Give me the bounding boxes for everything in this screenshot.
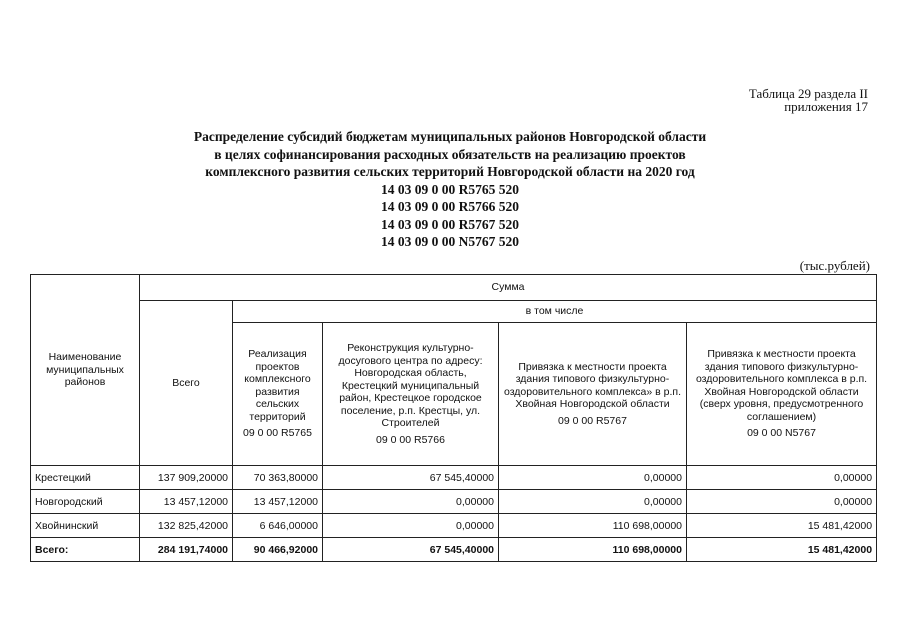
cell-r5765: 6 646,00000 [233,514,323,538]
budget-code-3: 14 03 09 0 00 R5767 520 [381,216,519,232]
document-heading [150,128,750,251]
cell-n5767: 15 481,42000 [687,514,877,538]
table-reference [749,87,868,113]
cell-n5767: 0,00000 [687,466,877,490]
cell-r5765: 13 457,12000 [233,490,323,514]
subcolumn-code: 09 0 00 R5765 [243,427,312,440]
table-row [31,466,877,490]
column-header-name: Наименование муниципальных районов [31,275,140,466]
column-header-total: Всего [140,301,233,466]
district-name: Хвойнинский [31,514,140,538]
subcolumn-title: Реализация проектов комплексного развития сельских территорий [244,348,311,423]
district-name: Крестецкий [31,466,140,490]
total-cell-r5767: 110 698,00000 [499,538,687,562]
cell-total: 137 909,20000 [140,466,233,490]
cell-r5765: 70 363,80000 [233,466,323,490]
table-row [31,514,877,538]
total-cell-total: 284 191,74000 [140,538,233,562]
budget-code-4: 14 03 09 0 00 N5767 520 [381,234,519,249]
heading-line1: Распределение субсидий бюджетам муниципальных районов Новгородской области [193,129,707,144]
cell-r5766: 0,00000 [323,490,499,514]
column-header-sum: Сумма [140,275,877,301]
header-row-1 [31,275,877,301]
cell-r5767: 0,00000 [499,466,687,490]
heading-line3: комплексного развития сельских территорий Новгородской области на 2020 год [205,164,695,179]
subcolumn-code: 09 0 00 R5767 [558,414,627,427]
total-cell-n5767: 15 481,42000 [687,538,877,562]
subcolumn-title: Привязка к местности проекта здания типового физкультурно-оздоровительного комплекса» в р.п. Хвойная Новгородской области [503,360,681,411]
header-row-2 [31,301,877,323]
subcolumn-title: Привязка к местности проекта здания типового физкультурно-оздоровительного комплекса в р.п. Хвойная Новгородской области (сверх уровня, предусмотренного соглашением) [695,348,868,423]
cell-r5767: 0,00000 [499,490,687,514]
column-header-including: в том числе [233,301,877,323]
budget-code-1: 14 03 09 0 00 R5765 520 [381,181,519,197]
subsidy-table [30,274,877,562]
table-reference-line2: приложения 17 [784,99,868,114]
unit-note: (тыс.рублей) [799,258,870,273]
total-cell-r5766: 67 545,40000 [323,538,499,562]
total-row [31,538,877,562]
total-cell-r5765: 90 466,92000 [233,538,323,562]
cell-total: 13 457,12000 [140,490,233,514]
table-reference-line1: Таблица 29 раздела II [748,86,868,101]
cell-r5766: 67 545,40000 [323,466,499,490]
column-header-sports-complex-extra [687,323,877,466]
budget-code-2: 14 03 09 0 00 R5766 520 [381,199,519,214]
cell-n5767: 0,00000 [687,490,877,514]
total-label: Всего: [31,538,140,562]
column-header-rural-development [233,323,323,466]
subcolumn-title: Реконструкция культурно-досугового центра по адресу: Новгородская область, Крестецкий муниципальный район, Крестецкое городское поселение, р.п. Крестцы, ул. Строителей [338,342,483,429]
district-name: Новгородский [31,490,140,514]
cell-total: 132 825,42000 [140,514,233,538]
cell-r5767: 110 698,00000 [499,514,687,538]
column-header-sports-complex [499,323,687,466]
cell-r5766: 0,00000 [323,514,499,538]
subcolumn-code: 09 0 00 N5767 [747,427,816,440]
table-row [31,490,877,514]
subcolumn-code: 09 0 00 R5766 [376,433,445,446]
heading-line2: в целях софинансирования расходных обязательств на реализацию проектов [214,146,686,162]
column-header-reconstruction [323,323,499,466]
